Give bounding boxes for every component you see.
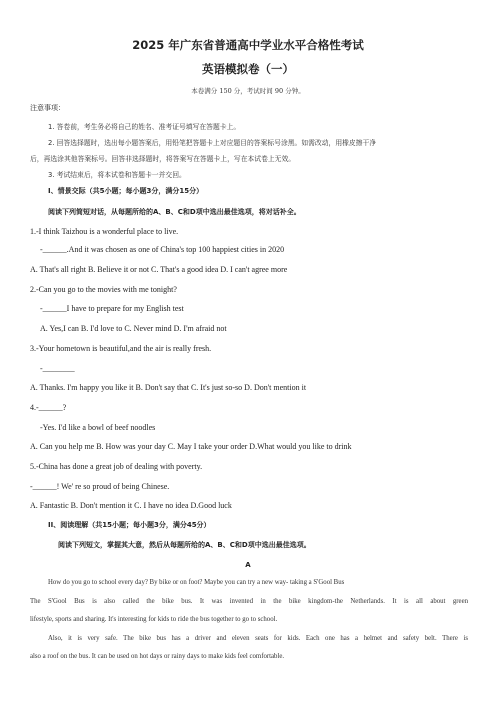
q5-options: A. Fantastic B. Don't mention it C. I have no idea D.Good luck [30, 501, 232, 510]
section2-heading: II、阅读理解（共15小题；每小题3分，满分45分） [48, 521, 211, 529]
q2-options: A. Yes,I can B. I'd love to C. Never mind D. I'm afraid not [40, 324, 227, 333]
passage-paragraph-2: The S'Gool Bus is also called the bike bus. It was invented in the bike kingdom-the Netherlands. It is all about green [30, 598, 468, 605]
q5-response: -______! We' re so proud of being Chinese. [30, 482, 170, 491]
note-item-3: 3. 考试结束后，将本试卷和答题卡一并交回。 [48, 171, 186, 179]
note-item-2-cont: 后，再选涂其他答案标号。回答非选择题时，将答案写在答题卡上，写在本试卷上无效。 [30, 155, 296, 163]
q2-prompt: 2.-Can you go to the movies with me tonight? [30, 285, 177, 294]
passage-paragraph-1: How do you go to school every day? By bike or on foot? Maybe you can try a new way- taking a S'Gool Bus [48, 579, 345, 586]
passage-paragraph-3-cont: also a roof on the bus. It can be used on hot days or rainy days to make kids feel comfortable. [30, 653, 285, 660]
section1-heading: I、情景交际（共5小题；每小题3分，满分15分） [48, 187, 204, 195]
note-item-2: 2. 回答选择题时，选出每小题答案后，用铅笔把答题卡上对应题目的答案标号涂黑。如需改动，用橡皮擦干净 [48, 139, 377, 147]
q1-response: -______.And it was chosen as one of China's top 100 happiest cities in 2020 [40, 245, 285, 254]
q4-prompt: 4.-______? [30, 403, 67, 412]
section2-instruction: 阅读下列短文，掌握其大意，然后从每题所给的A、B、C和D项中选出最佳选项。 [58, 541, 311, 549]
q5-prompt: 5.-China has done a great job of dealing with poverty. [30, 462, 203, 471]
q4-response: -Yes. I'd like a bowl of beef noodles [40, 423, 156, 432]
q1-options: A. That's all right B. Believe it or not C. That's a good idea D. I can't agree more [30, 265, 288, 274]
section1-instruction: 阅读下列简短对话，从每题所给的A、B、C和D项中选出最佳选项，将对话补全。 [48, 208, 301, 216]
passage-paragraph-3: Also, it is very safe. The bike bus has a driver and eleven seats for kids. Each one has a helmet and safety belt. There is [48, 635, 468, 642]
q3-response: -________ [40, 364, 75, 373]
q4-options: A. Can you help me B. How was your day C. May I take your order D.What would you like to drink [30, 442, 352, 451]
note-item-1: 1. 答卷前，考生务必将自己的姓名、准考证号填写在答题卡上。 [48, 123, 241, 131]
notes-heading: 注意事项： [30, 104, 65, 112]
exam-title: 2025 年广东省普通高中学业水平合格性考试 [132, 38, 364, 52]
q1-prompt: 1.-I think Taizhou is a wonderful place to live. [30, 227, 179, 236]
q2-response: -______I have to prepare for my English test [40, 304, 184, 313]
passage-paragraph-2-cont: lifestyle, sports and sharing. It's interesting for kids to ride the bus together to go to school. [30, 616, 278, 623]
q3-options: A. Thanks. I'm happy you like it B. Don't say that C. It's just so-so D. Don't mention it [30, 383, 307, 392]
passage-label: A [245, 561, 251, 569]
exam-info: 本卷满分 150 分，考试时间 90 分钟。 [191, 87, 305, 95]
exam-subtitle: 英语模拟卷（一） [202, 62, 294, 76]
q3-prompt: 3.-Your hometown is beautiful,and the air is really fresh. [30, 344, 212, 353]
